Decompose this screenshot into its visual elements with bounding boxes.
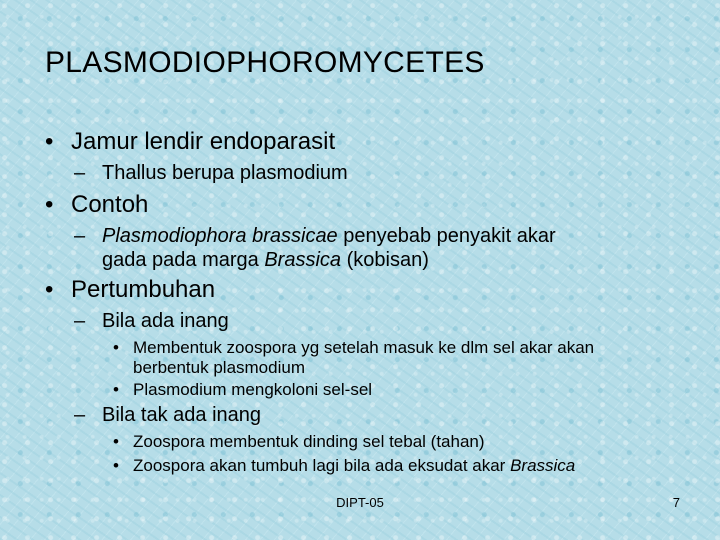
sub-sub-item-text: [113, 456, 575, 476]
sub-item-thallus: [74, 162, 348, 185]
bullet-icon: •: [113, 380, 119, 399]
dash-icon: –: [74, 162, 86, 184]
dash-icon: –: [74, 310, 86, 332]
sub-item-text: Bila tak ada inang: [102, 404, 262, 426]
page-number: 7: [672, 495, 680, 510]
sub-sub-item-text: Zoospora membentuk dinding sel tebal (tahan): [133, 432, 485, 451]
sub-item-text: [74, 249, 429, 272]
sub-item-text: [74, 225, 556, 248]
dash-icon: –: [74, 404, 86, 426]
sub-sub-item-text: Membentuk zoospora yg setelah masuk ke dlm sel akar akan: [133, 338, 595, 357]
bullet-icon: •: [113, 456, 119, 475]
bullet-icon: •: [45, 128, 54, 155]
dash-icon: –: [74, 225, 86, 247]
species-name: Plasmodiophora brassicae: [102, 225, 338, 247]
sub-item-plasmodiophora-line2: [74, 249, 429, 272]
genus-name: Brassica: [264, 249, 342, 271]
sub-sub-item-tumbuh: [113, 456, 575, 476]
bullet-icon: •: [113, 432, 119, 451]
bullet-text: Jamur lendir endoparasit: [71, 128, 336, 155]
bullet-icon: •: [113, 338, 119, 357]
text-segment: penyebab penyakit akar: [337, 225, 556, 247]
text-segment: gada pada marga: [102, 249, 265, 271]
bullet-icon: •: [45, 191, 54, 218]
text-segment: (kobisan): [341, 249, 429, 271]
genus-name: Brassica: [510, 456, 576, 475]
slide-title: PLASMODIOPHOROMYCETES: [45, 46, 485, 79]
sub-item-plasmodiophora: [74, 225, 556, 248]
bullet-text: Pertumbuhan: [71, 276, 216, 303]
sub-item-bila-ada: [74, 310, 229, 333]
sub-sub-item-mengkoloni: [113, 380, 372, 400]
bullet-item-jamur: [45, 128, 335, 156]
footer-label: DIPT-05: [336, 495, 384, 510]
sub-item-text: Thallus berupa plasmodium: [102, 162, 348, 184]
sub-sub-item-text: Plasmodium mengkoloni sel-sel: [133, 380, 373, 399]
bullet-item-contoh: [45, 191, 148, 219]
sub-item-bila-tak: [74, 404, 261, 427]
text-segment: Zoospora akan tumbuh lagi bila ada eksudat akar: [133, 456, 511, 475]
bullet-text: Contoh: [71, 191, 149, 218]
bullet-item-pertumbuhan: [45, 276, 215, 304]
sub-sub-item-membentuk: [113, 338, 594, 358]
sub-sub-item-dinding: [113, 432, 485, 452]
sub-sub-item-text: berbentuk plasmodium: [133, 358, 305, 377]
sub-sub-item-membentuk-line2: [113, 358, 305, 378]
bullet-icon: •: [45, 276, 54, 303]
sub-item-text: Bila ada inang: [102, 310, 229, 332]
